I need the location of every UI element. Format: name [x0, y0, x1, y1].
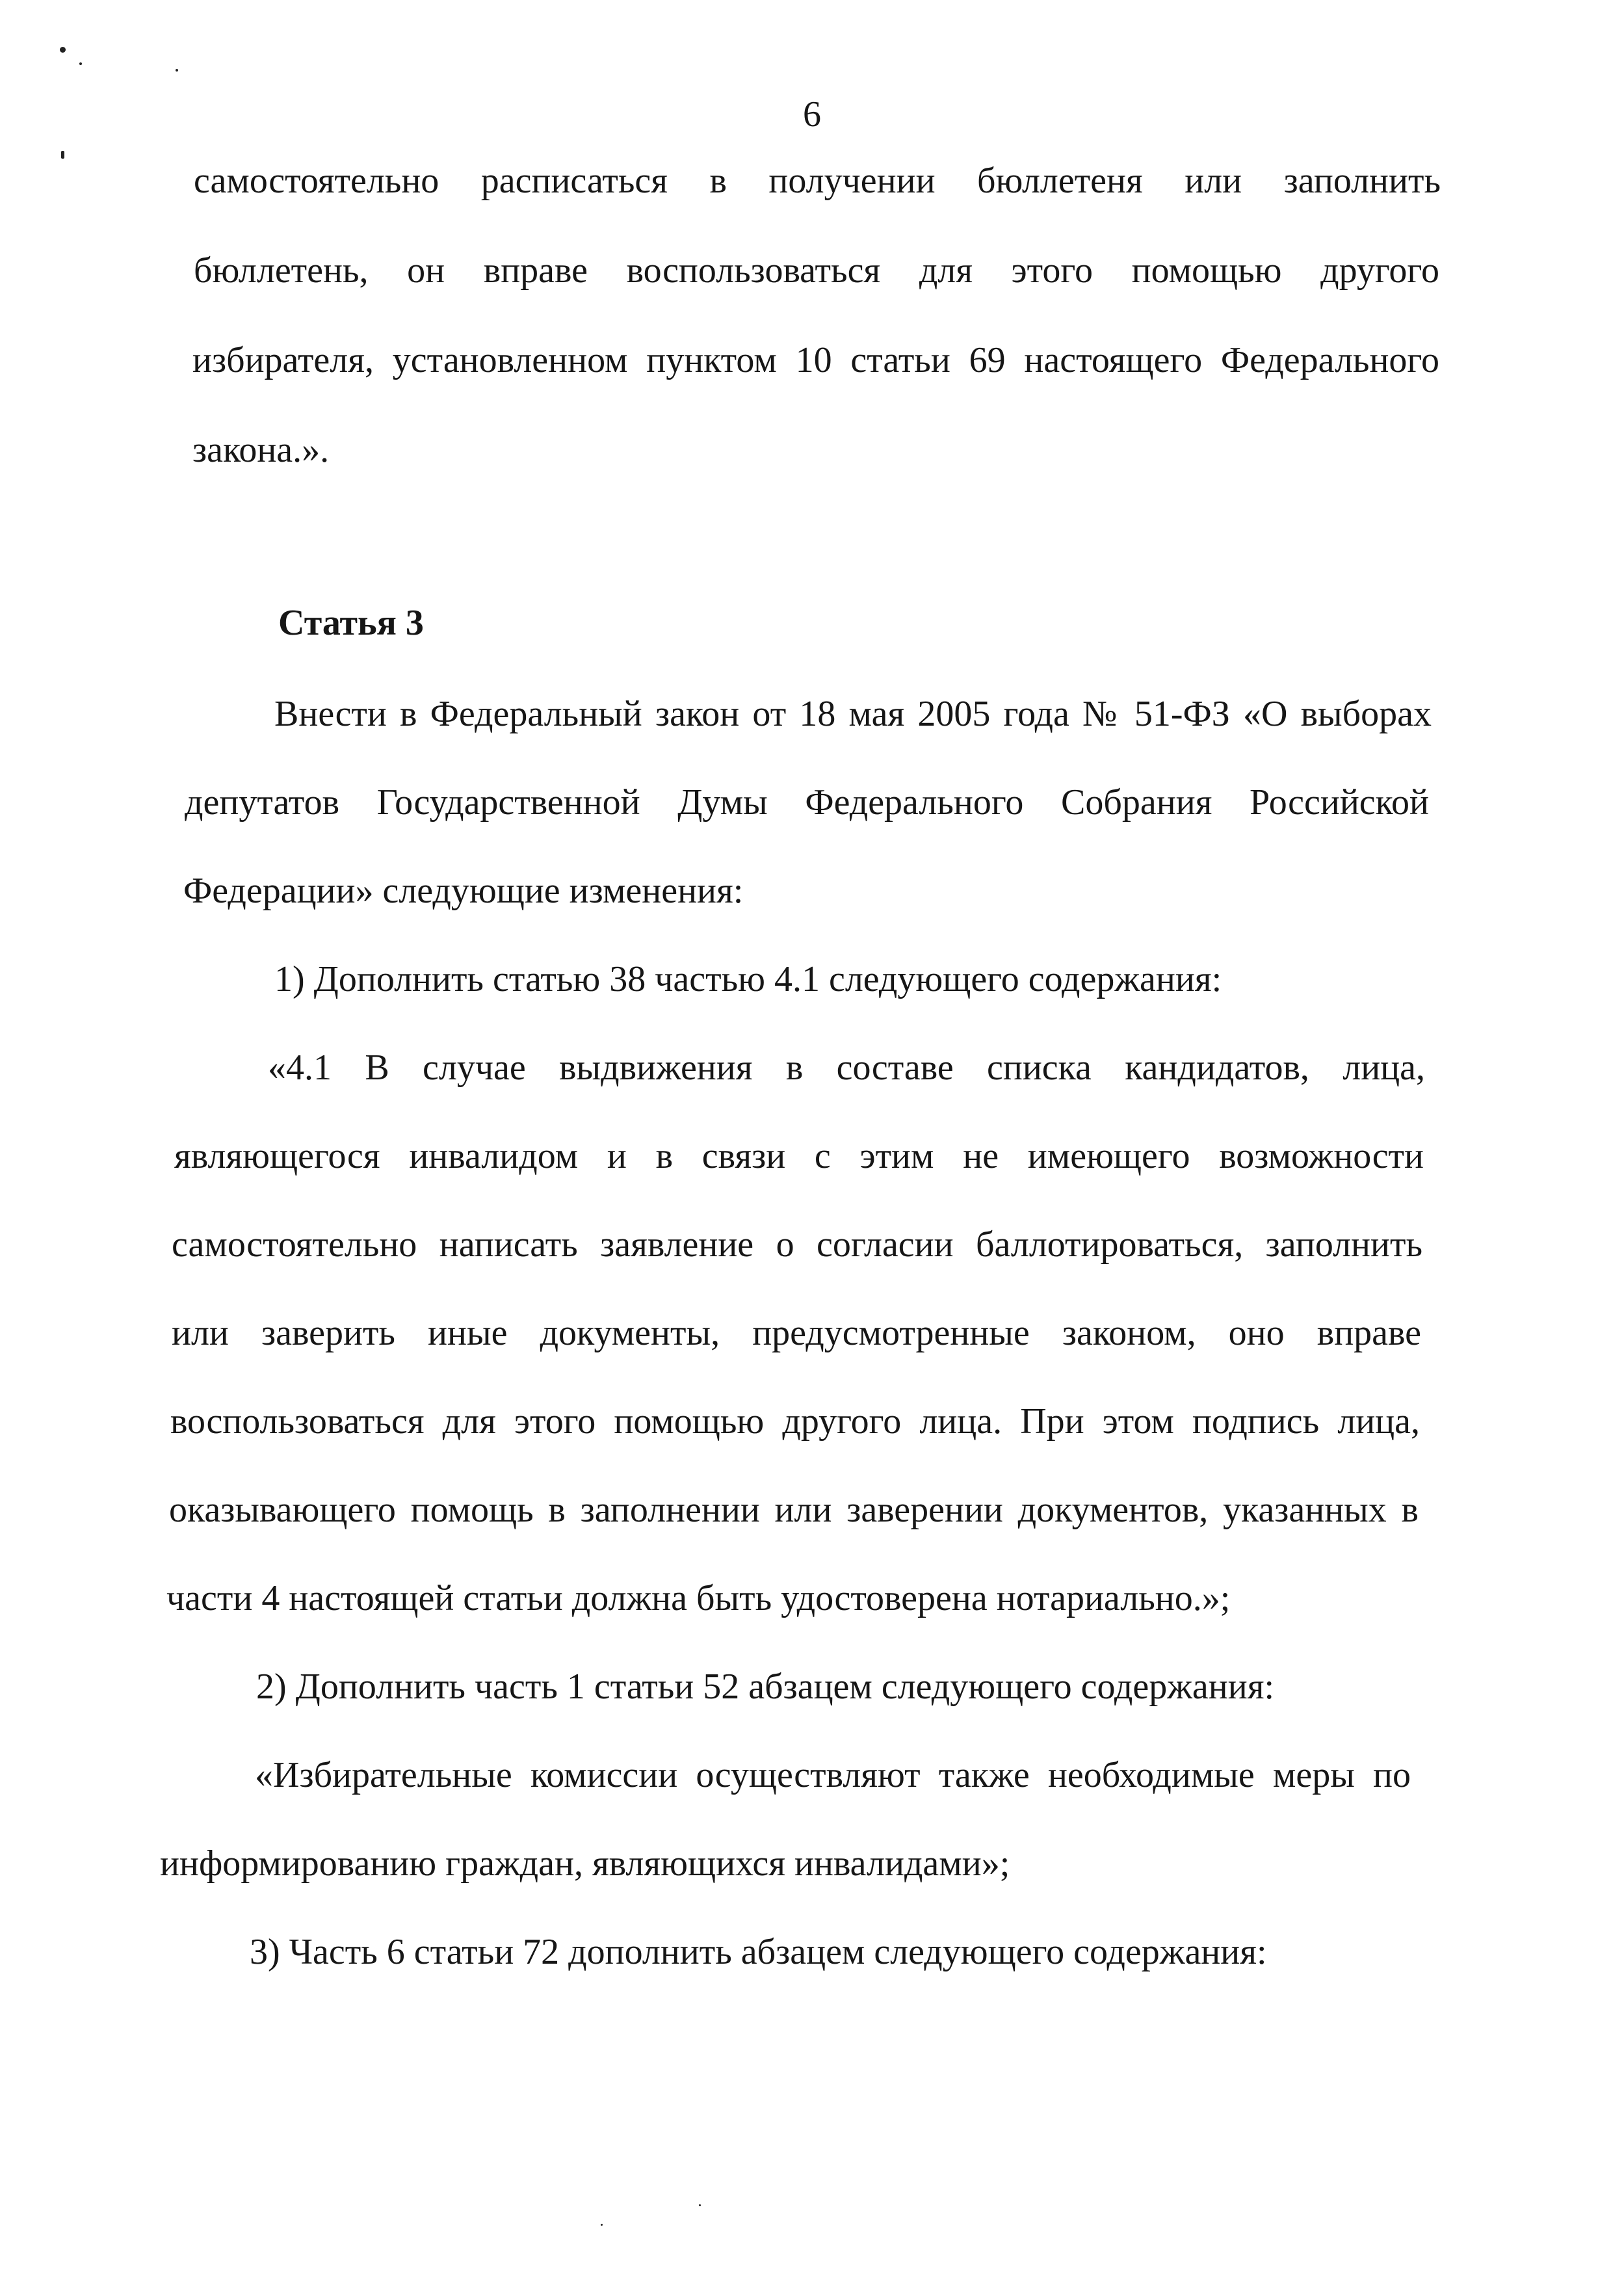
- intro-line: закона.».: [192, 430, 330, 470]
- quote-1-line: самостоятельно написать заявление о согласии баллотироваться, заполнить: [172, 1224, 1422, 1265]
- scan-speck: [60, 47, 66, 53]
- article-intro-line: депутатов Государственной Думы Федерального Собрания Российской: [185, 782, 1429, 823]
- quote-2-line: информированию граждан, являющихся инвалидами»;: [160, 1843, 1010, 1884]
- intro-line: избирателя, установленном пунктом 10 статьи 69 настоящего Федерального: [192, 340, 1439, 380]
- scan-speck: [601, 2224, 603, 2226]
- quote-1-line: части 4 настоящей статьи должна быть удостоверена нотариально.»;: [166, 1578, 1231, 1618]
- quote-1-line: «4.1 В случае выдвижения в составе списка кандидатов, лица,: [268, 1048, 1425, 1088]
- article-title: Статья 3: [278, 603, 424, 643]
- scan-speck: [176, 69, 178, 72]
- scan-speck: [61, 151, 64, 159]
- intro-line: самостоятельно расписаться в получении бюллетеня или заполнить: [194, 161, 1441, 201]
- scan-speck: [79, 62, 82, 65]
- item-2: 2) Дополнить часть 1 статьи 52 абзацем следующего содержания:: [256, 1667, 1275, 1707]
- intro-line: бюллетень, он вправе воспользоваться для этого помощью другого: [194, 250, 1439, 291]
- quote-1-line: оказывающего помощь в заполнении или заверении документов, указанных в: [169, 1490, 1419, 1530]
- article-intro-line: Внести в Федеральный закон от 18 мая 2005 года № 51-ФЗ «О выборах: [274, 694, 1432, 734]
- item-1: 1) Дополнить статью 38 частью 4.1 следующего содержания:: [274, 959, 1222, 999]
- quote-2-line: «Избирательные комиссии осуществляют также необходимые меры по: [255, 1755, 1411, 1795]
- item-3: 3) Часть 6 статьи 72 дополнить абзацем следующего содержания:: [250, 1932, 1267, 1972]
- quote-1-line: или заверить иные документы, предусмотренные законом, оно вправе: [172, 1313, 1421, 1353]
- page-number: 6: [803, 94, 821, 135]
- quote-1-line: воспользоваться для этого помощью другого лица. При этом подпись лица,: [170, 1401, 1420, 1442]
- quote-1-line: являющегося инвалидом и в связи с этим не имеющего возможности: [174, 1136, 1424, 1176]
- scan-speck: [699, 2204, 701, 2206]
- article-intro-line: Федерации» следующие изменения:: [183, 871, 744, 911]
